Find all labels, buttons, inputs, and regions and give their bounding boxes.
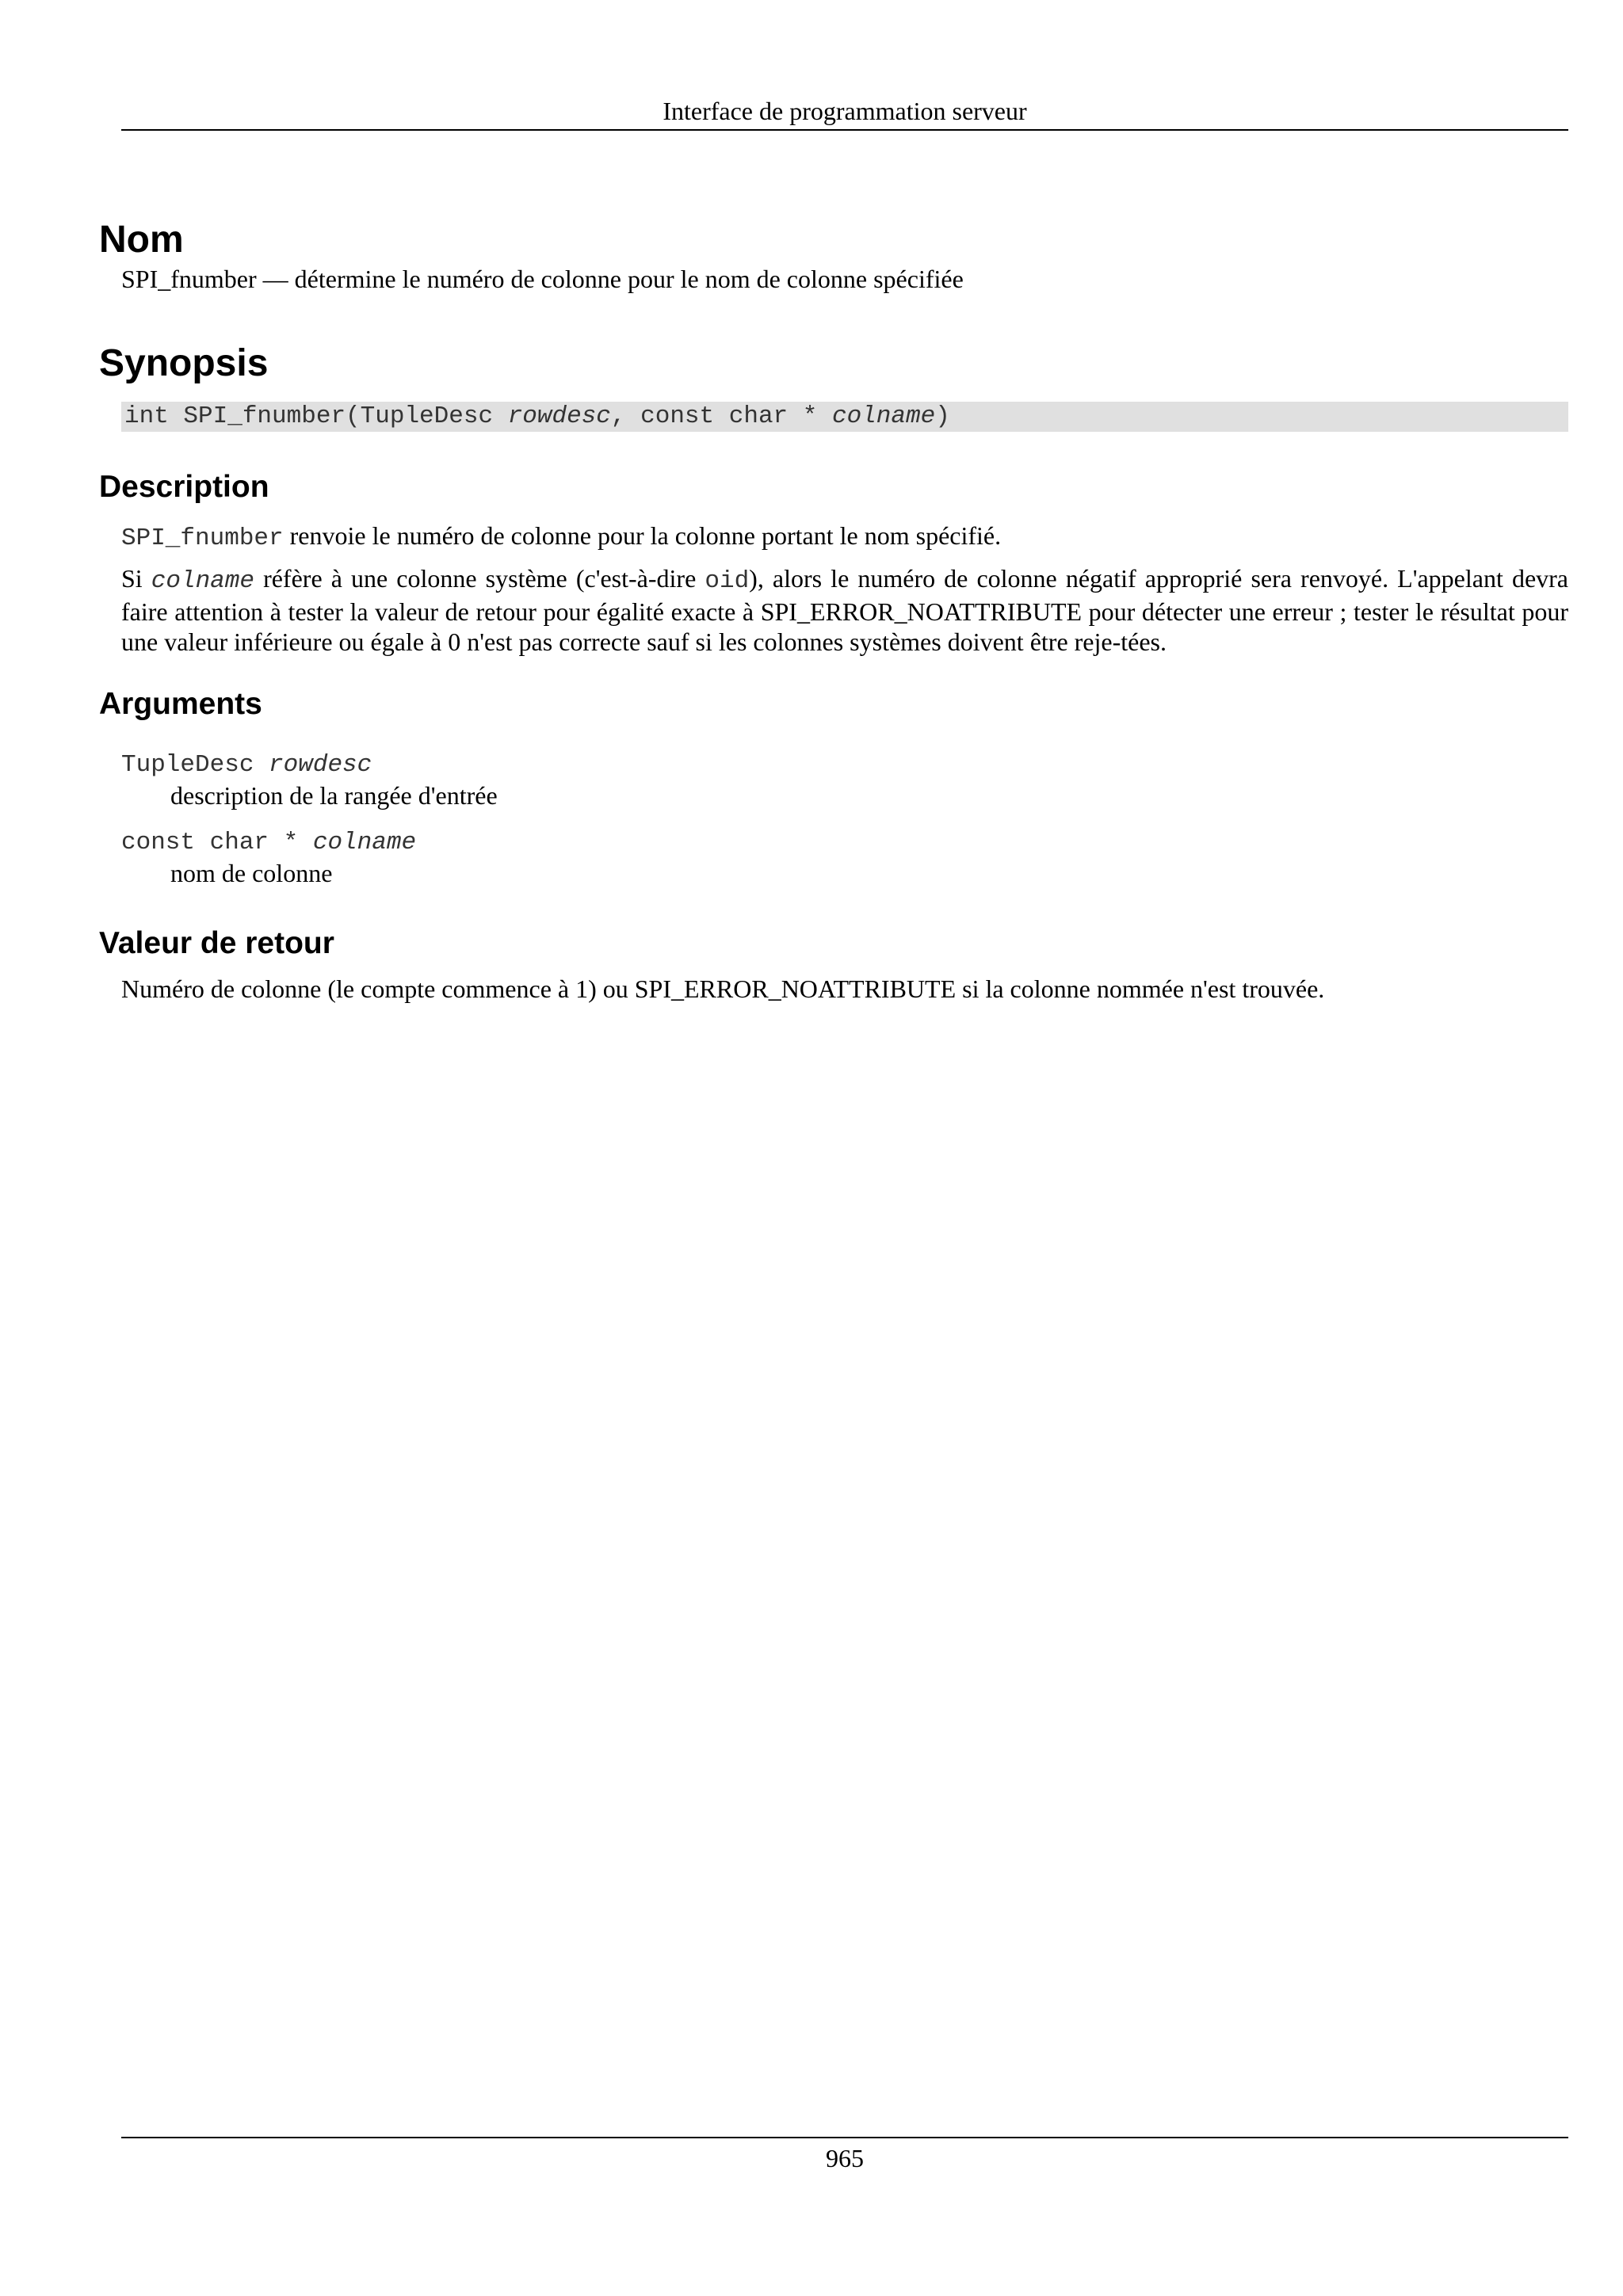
description-paragraph-1 [121,521,1568,554]
argument-name: colname [312,829,417,856]
description-p1-text: renvoie le numéro de colonne pour la colonne portant le nom spécifié. [283,521,1002,550]
argument-name: rowdesc [269,751,372,779]
running-header: Interface de programmation serveur [663,97,1027,125]
argument-list [99,750,1568,888]
section-heading-arguments: Arguments [99,687,262,721]
section-heading-nom: Nom [99,219,184,261]
synopsis-code-prefix: int SPI_fnumber(TupleDesc [124,402,508,430]
argument-description: description de la rangée d'entrée [170,781,498,810]
section-heading-description: Description [99,470,269,504]
description-paragraph-2 [121,563,1568,657]
function-name-code: SPI_fnumber [121,524,284,552]
page-number: 965 [826,2144,864,2172]
argument-item [99,828,1568,888]
synopsis-code-mid: , const char * [610,402,832,430]
description-p2-code: oid [705,567,750,595]
nom-text: SPI_fnumber — détermine le numéro de colonne pour le nom de colonne spécifiée [121,265,964,293]
argument-type: const char * [121,829,313,856]
footer-rule [121,2137,1568,2138]
argument-term [121,828,1568,858]
description-p2-mid: réfère à une colonne système (c'est-à-dire [254,564,705,593]
synopsis-param-colname: colname [831,402,936,430]
header-rule [121,129,1568,131]
section-heading-synopsis: Synopsis [99,342,269,384]
section-heading-retour: Valeur de retour [99,926,334,960]
page-content [99,218,1568,1004]
argument-type: TupleDesc [121,751,269,779]
description-p2-param: colname [151,567,254,595]
synopsis-param-rowdesc: rowdesc [507,402,611,430]
argument-description: nom de colonne [170,859,333,887]
description-p2-start: Si [121,564,151,593]
synopsis-code [121,402,1568,432]
retour-text: Numéro de colonne (le compte commence à 1) ou SPI_ERROR_NOATTRIBUTE si la colonne nommée n'est trouvée. [121,974,1325,1003]
synopsis-code-suffix: ) [935,402,950,430]
argument-term [121,750,1568,780]
description-p2-end: ), alors le numéro de colonne négatif approprié sera renvoyé. L'appelant devra faire attention à tester la valeur de retour pour égalité exacte à SPI_ERROR_NOATTRIBUTE pour détecter une erreur ; tester le résultat pour une valeur inférieure ou égale à 0 n'est pas correcte sauf si les colonnes systèmes doivent être reje-tées. [121,564,1569,656]
argument-item [99,750,1568,810]
